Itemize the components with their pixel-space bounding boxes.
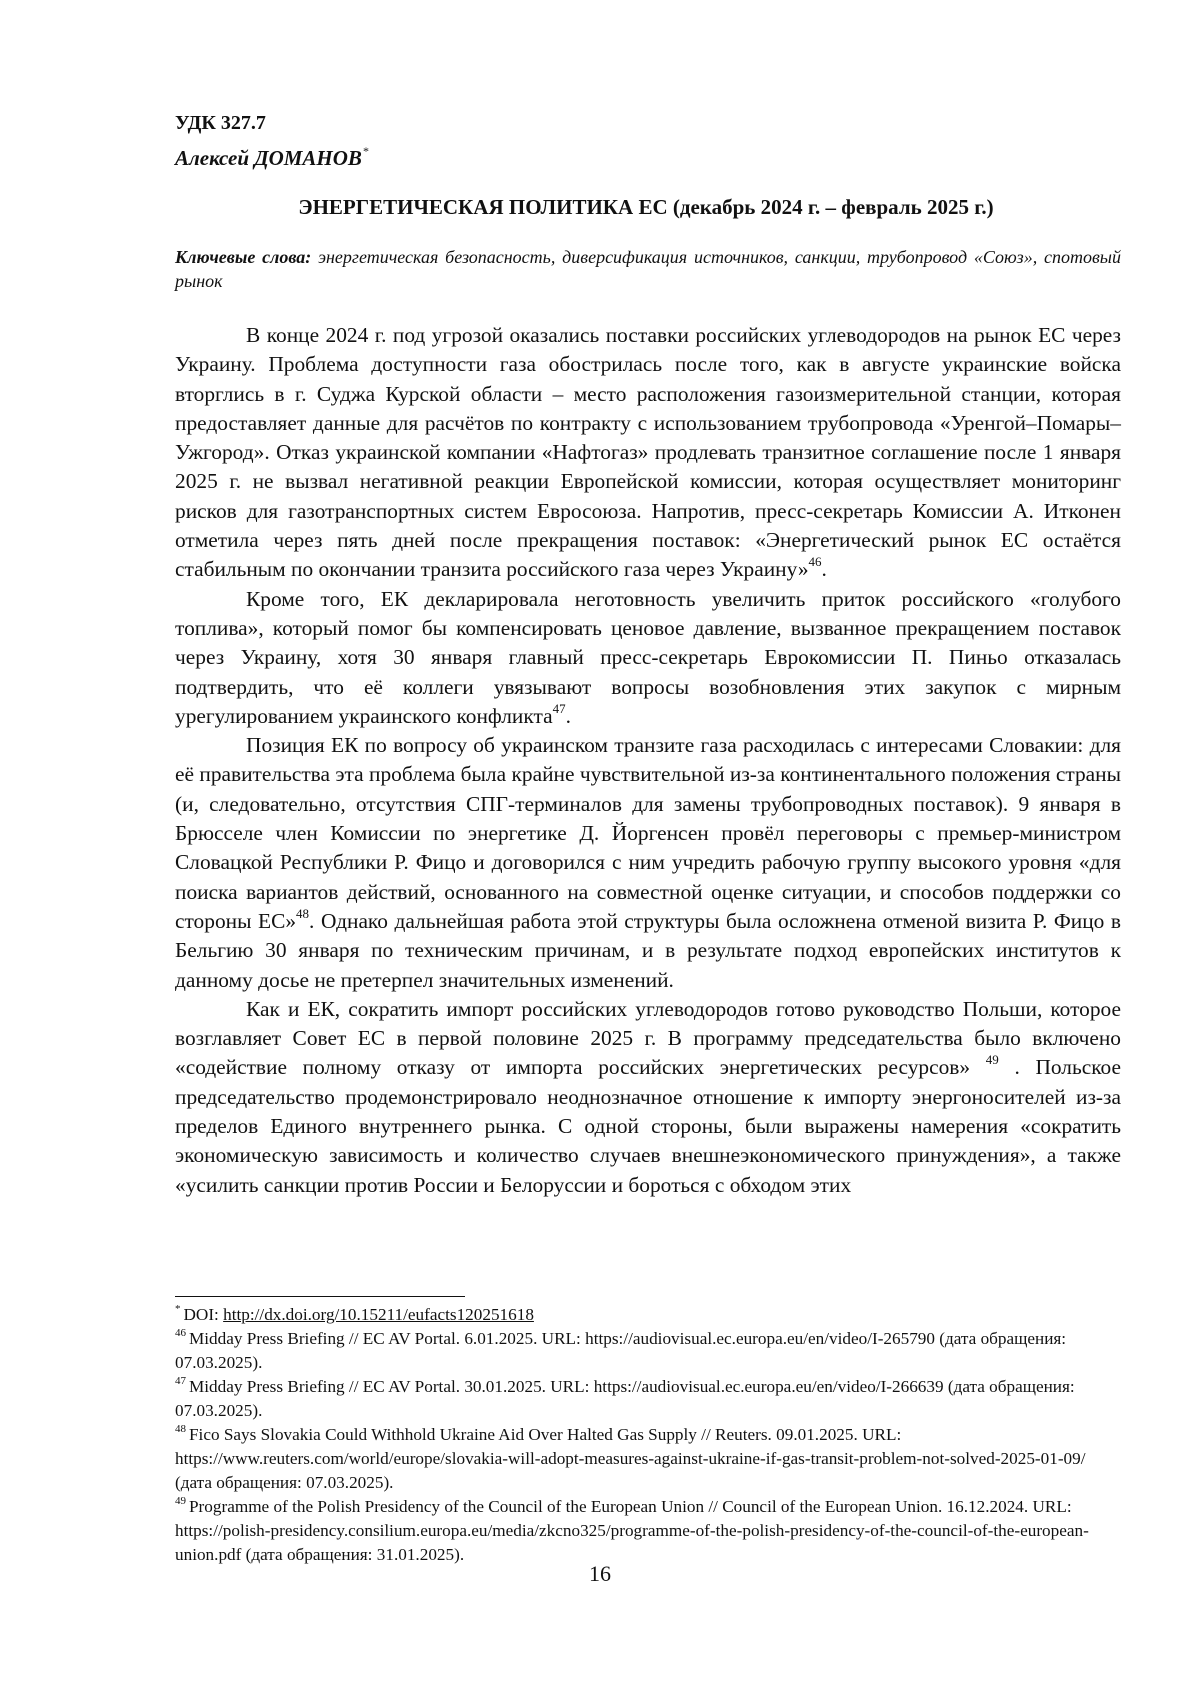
doi-link[interactable]: http://dx.doi.org/10.15211/eufacts120251618 <box>223 1305 534 1324</box>
paragraph-text: Кроме того, ЕК декларировала неготовность увеличить приток российского «голубого топлива», который помог бы компенсировать ценовое давление, вызванное прекращением поставок через Украину, хотя 30 января главный пресс-секретарь Еврокомиссии П. Пиньо отказалась подтвердить, что её коллеги увязывают вопросы возобновления этих закупок с мирным урегулированием украинского конфликта <box>175 586 1121 728</box>
author-name: Алексей ДОМАНОВ <box>175 146 362 170</box>
body-paragraph <box>175 731 1121 995</box>
body-paragraph <box>175 995 1121 1200</box>
footnote-mark: 48 <box>175 1423 186 1435</box>
footnote-ref-47[interactable]: 47 <box>552 700 566 716</box>
keywords-block <box>175 245 1121 293</box>
footnote-text: Midday Press Briefing // EC AV Portal. 6.01.2025. URL: https://audiovisual.ec.europa.eu/en/video/I-265790 (дата обращения: 07.03.2025). <box>175 1329 1067 1372</box>
footnote-doi <box>175 1303 1121 1327</box>
footnote-mark: * <box>175 1303 181 1315</box>
footnotes <box>175 1303 1121 1567</box>
footnote-separator <box>175 1296 465 1297</box>
body-paragraph <box>175 321 1121 585</box>
author-line <box>175 137 369 172</box>
footnote-47 <box>175 1375 1121 1423</box>
footnote-ref-49[interactable]: 49 <box>985 1052 999 1068</box>
footnote-48 <box>175 1423 1121 1495</box>
footnote-mark: 47 <box>175 1375 186 1387</box>
paragraph-tail: . Польское председательство продемонстрировало неоднозначное отношение к импорту энергоносителей из-за пределов Единого внутреннего рынка. С одной стороны, были выражены намерения «сократить экономическую зависимость и количество случаев внешнеэкономического принуждения», а также «усилить санкции против России и Белоруссии и бороться с обходом этих <box>175 1055 1121 1197</box>
page-number: 16 <box>589 1561 611 1586</box>
paragraph-tail: . <box>821 557 827 582</box>
footnote-ref-48[interactable]: 48 <box>296 905 310 921</box>
footnote-mark: 46 <box>175 1327 186 1339</box>
udc-code: УДК 327.7 <box>175 112 266 134</box>
footnote-ref-46[interactable]: 46 <box>808 554 822 570</box>
footnote-text: Fico Says Slovakia Could Withhold Ukraine Aid Over Halted Gas Supply // Reuters. 09.01.2025. URL: https://www.reuters.com/world/europe/slovakia-will-adopt-measures-against-ukraine-if-gas-transit-problem-not-solved-2025-01-09/ (дата обращения: 07.03.2025). <box>175 1425 1086 1492</box>
paragraph-text: Позиция ЕК по вопросу об украинском транзите газа расходилась с интересами Словакии: для её правительства эта проблема была крайне чувствительной из-за континентального положения страны (и, следовательно, отсутствия СПГ-терминалов для замены трубопроводных поставок). 9 января в Брюсселе член Комиссии по энергетике Д. Йоргенсен провёл переговоры с премьер-министром Словацкой Республики Р. Фицо и договорился с ним учредить рабочую группу высокого уровня «для поиска вариантов действий, основанного на совместной оценке ситуации, и способов поддержки со стороны ЕС» <box>175 733 1121 933</box>
keywords-label: Ключевые слова: <box>175 247 312 267</box>
article-title: ЭНЕРГЕТИЧЕСКАЯ ПОЛИТИКА ЕС (декабрь 2024 г. – февраль 2025 г.) <box>298 195 994 219</box>
paragraph-text: Как и ЕК, сократить импорт российских углеводородов готово руководство Польши, которое возглавляет Совет ЕС в первой половине 2025 г. В программу председательства было включено «содействие полному отказу от импорта российских энергетических ресурсов» <box>175 996 1121 1080</box>
paragraph-text: В конце 2024 г. под угрозой оказались поставки российских углеводородов на рынок ЕС через Украину. Проблема доступности газа обострилась после того, как в августе украинские войска вторглись в г. Суджа Курской области – место расположения газоизмерительной станции, которая предоставляет данные для расчётов по контракту с использованием трубопровода «Уренгой–Помары–Ужгород». Отказ украинской компании «Нафтогаз» продлевать транзитное соглашение после 1 января 2025 г. не вызвал негативной реакции Европейской комиссии, которая осуществляет мониторинг рисков для газотранспортных систем Евросоюза. Напротив, пресс-секретарь Комиссии А. Итконен отметила через пять дней после прекращения поставок: «Энергетический рынок ЕС остаётся стабильным по окончании транзита российского газа через Украину» <box>175 323 1121 582</box>
doi-label: DOI: <box>183 1305 219 1324</box>
footnote-text: Midday Press Briefing // EC AV Portal. 30.01.2025. URL: https://audiovisual.ec.europa.eu/en/video/I-266639 (дата обращения: 07.03.2025). <box>175 1377 1075 1420</box>
footnote-text: Programme of the Polish Presidency of the Council of the European Union // Council of the European Union. 16.12.2024. URL: https://polish-presidency.consilium.europa.eu/media/zkcno325/programme-of-the-polish-presidency-of-the-council-of-the-european-union.pdf (дата обращения: 31.01.2025). <box>175 1497 1089 1564</box>
footnote-46 <box>175 1327 1121 1375</box>
keywords-text: энергетическая безопасность, диверсификация источников, санкции, трубопровод «Союз», спотовый рынок <box>175 247 1121 291</box>
body-paragraph <box>175 585 1121 731</box>
footnote-mark: 49 <box>175 1495 186 1507</box>
article-body <box>175 321 1121 1200</box>
paragraph-tail: . Однако дальнейшая работа этой структуры была осложнена отменой визита Р. Фицо в Бельгию 30 января по техническим причинам, и в результате подход европейских институтов к данному досье не претерпел значительных изменений. <box>175 908 1122 992</box>
footnote-49 <box>175 1495 1121 1567</box>
author-footnote-mark[interactable]: * <box>362 144 369 158</box>
paragraph-tail: . <box>565 703 571 728</box>
